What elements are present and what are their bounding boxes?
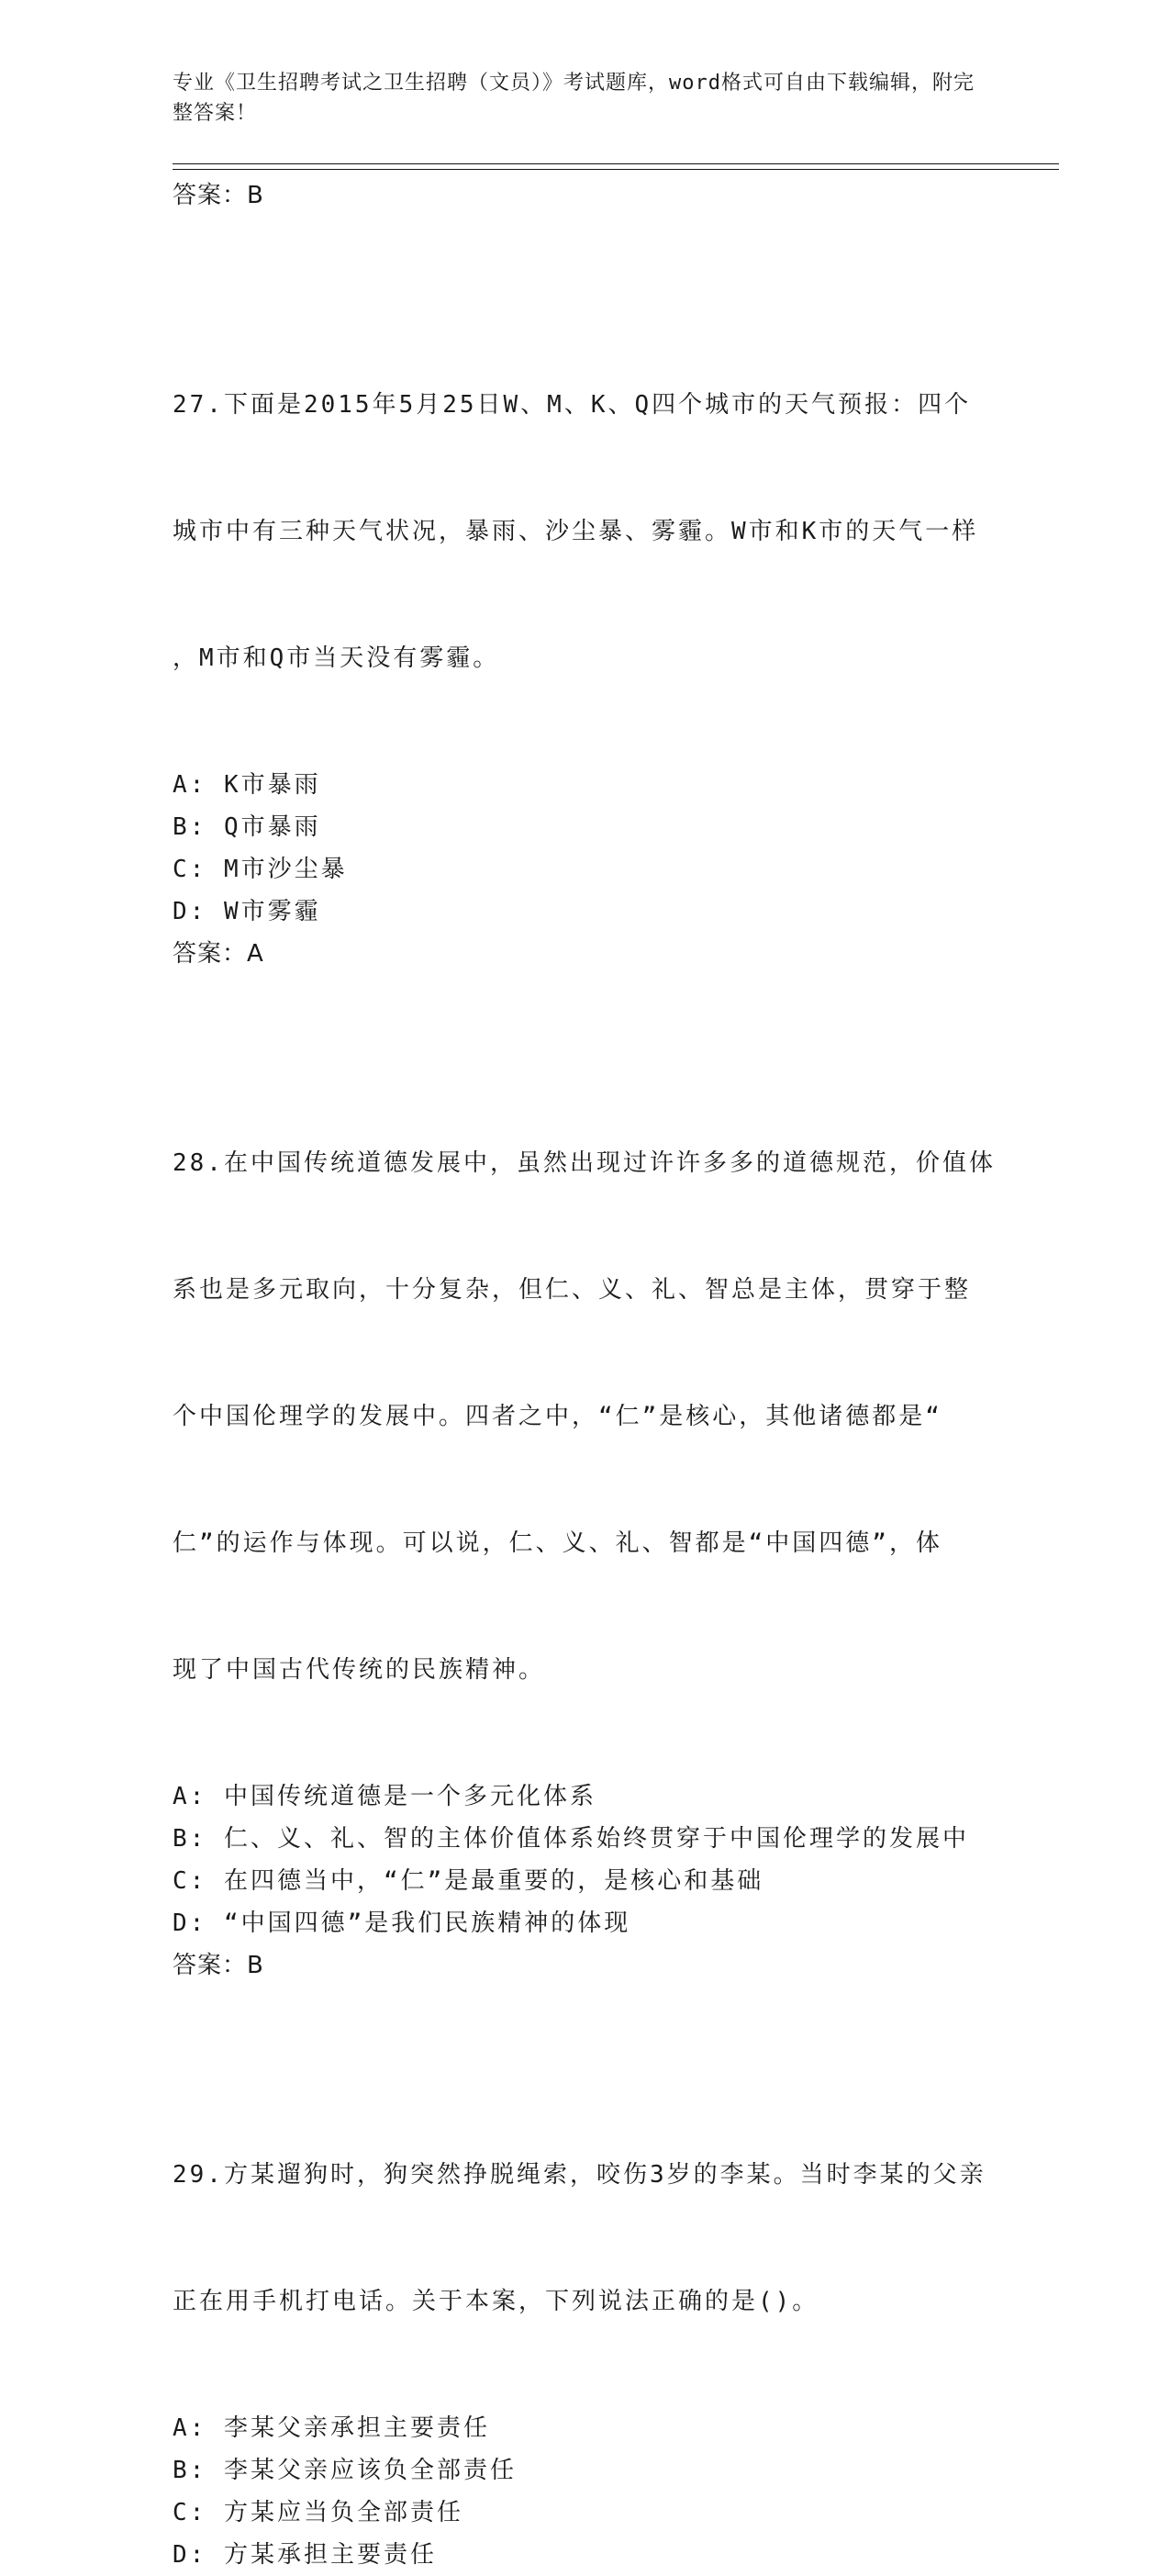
- stem-line: 29.方某遛狗时，狗突然挣脱绳索，咬伤3岁的李某。当时李某的父亲: [173, 2161, 986, 2189]
- option-a: A: 李某父亲承担主要责任: [173, 2414, 490, 2442]
- question-29: [173, 2069, 998, 2576]
- stem-line: 正在用手机打电话。关于本案，下列说法正确的是()。: [173, 2288, 819, 2315]
- option-b: B: 仁、义、礼、智的主体价值体系始终贯穿于中国伦理学的发展中: [173, 1825, 969, 1853]
- stem-line: 个中国伦理学的发展中。四者之中，“仁”是核心，其他诸德都是“: [173, 1403, 942, 1430]
- stem-line: 城市中有三种天气状况，暴雨、沙尘暴、雾霾。W市和K市的天气一样: [173, 518, 979, 545]
- option-d: D: 方某承担主要责任: [173, 2541, 437, 2569]
- stem-line: 27.下面是2015年5月25日W、M、K、Q四个城市的天气预报：四个: [173, 391, 972, 419]
- header-rule-bottom: [173, 169, 1059, 170]
- question-stem: [173, 2069, 998, 2407]
- document-header: 专业《卫生招聘考试之卫生招聘（文员）》考试题库，word格式可自由下载编辑，附完整答案！: [173, 72, 975, 125]
- stem-line: 仁”的运作与体现。可以说，仁、义、礼、智都是“中国四德”，体: [173, 1529, 942, 1557]
- answer-line: 答案：A: [173, 940, 264, 968]
- option-b: B: Q市暴雨: [173, 813, 321, 841]
- stem-line: 28.在中国传统道德发展中，虽然出现过许许多多的道德规范，价值体: [173, 1149, 996, 1177]
- question-stem: [173, 299, 998, 764]
- option-c: C: 方某应当负全部责任: [173, 2499, 463, 2526]
- question-list: [173, 174, 998, 2576]
- option-d: D: “中国四德”是我们民族精神的体现: [173, 1910, 631, 1937]
- option-c: C: 在四德当中，“仁”是最重要的，是核心和基础: [173, 1867, 764, 1895]
- question-stem: [173, 1058, 998, 1775]
- option-a: A: K市暴雨: [173, 771, 321, 799]
- option-b: B: 李某父亲应该负全部责任: [173, 2457, 517, 2484]
- option-c: C: M市沙尘暴: [173, 856, 348, 883]
- stem-line: 现了中国古代传统的民族精神。: [173, 1656, 546, 1684]
- option-a: A: 中国传统道德是一个多元化体系: [173, 1783, 596, 1810]
- answer-line: 答案：B: [173, 1952, 264, 1979]
- stem-line: 系也是多元取向，十分复杂，但仁、义、礼、智总是主体，贯穿于整: [173, 1276, 972, 1304]
- header-rule-top: [173, 163, 1059, 164]
- option-d: D: W市雾霾: [173, 898, 321, 925]
- answer-line: 答案：B: [173, 182, 264, 209]
- question-28: [173, 1058, 998, 1987]
- stem-line: ，M市和Q市当天没有雾霾。: [173, 644, 500, 672]
- question-27: [173, 299, 998, 975]
